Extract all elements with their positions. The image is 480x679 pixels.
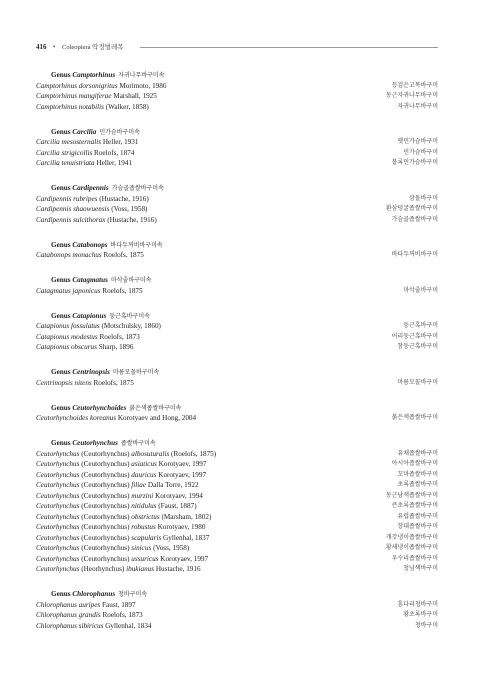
species-author: Heller, 1941	[96, 159, 133, 167]
species-name: Camptorhinus mangiferae	[36, 92, 112, 100]
species-row	[36, 286, 438, 297]
genus-label: Genus	[51, 368, 71, 376]
species-author: Faust, 1897	[102, 600, 136, 609]
genus-heading	[36, 438, 438, 449]
scientific-name	[36, 250, 144, 261]
species-author: Roelofs, 1875	[102, 286, 143, 295]
genus-name: Centrinopsis	[72, 368, 110, 376]
genus-korean-name: 붉은색좁쌀바구미속	[129, 404, 182, 412]
scientific-name	[36, 81, 166, 92]
scientific-name	[36, 321, 161, 332]
subgenus-name: (Ceutorhynchus)	[81, 449, 130, 458]
scientific-name	[36, 512, 211, 523]
species-epithet: sinicus	[131, 544, 152, 552]
species-name: Carcilia mesosternalis	[36, 138, 102, 146]
species-author: Korotyaev, 1994	[155, 491, 203, 500]
species-korean-name: 청바구미	[414, 621, 438, 629]
species-korean-name: 환삼덩굴좁쌀바구미	[385, 205, 438, 212]
species-korean-name: 어리둥근혹바구미	[391, 332, 438, 340]
scientific-name	[36, 148, 134, 159]
header-rule	[140, 47, 438, 48]
species-korean-name: 등검은고목바구미	[391, 81, 438, 89]
subgenus-name: (Ceutorhynchus)	[81, 502, 130, 510]
species-korean-name: 황새냉이좁쌀바구미	[385, 544, 438, 551]
genus-heading	[36, 311, 438, 322]
species-author: Roelofs, 1873	[102, 611, 143, 619]
species-row	[36, 91, 438, 102]
species-name: Ceutorhynchus	[36, 481, 80, 489]
scientific-name	[36, 610, 143, 621]
running-title: Coleoptera 딱정벌레목	[62, 44, 124, 51]
species-name: Ceutorhynchus	[36, 565, 80, 573]
species-name: Chlorophanus sibiricus	[36, 621, 104, 630]
genus-heading	[36, 240, 438, 251]
species-row	[36, 501, 438, 512]
species-epithet: obstrictus	[131, 512, 160, 521]
species-author: (Hustache, 1916)	[99, 194, 149, 203]
species-korean-name: 흥다리청바구미	[397, 600, 438, 608]
species-korean-name: 동근자귀나무바구미	[385, 92, 438, 99]
species-author: Korotyaev and Hong, 2004	[117, 414, 197, 422]
species-row	[36, 137, 438, 148]
species-author: Korotyaev, 1980	[157, 523, 206, 531]
species-name: Catapionus modestus	[36, 332, 98, 341]
genus-korean-name: 바다두꺼비바구미속	[110, 241, 163, 249]
genus-name: Ceutorhynchoides	[72, 403, 127, 412]
species-name: Chlorophanus grandis	[36, 611, 101, 619]
page-header	[36, 43, 438, 55]
subgenus-name: (Ceutorhynchus)	[81, 512, 130, 521]
genus-label: Genus	[51, 184, 71, 192]
genus-name: Carcilia	[72, 127, 97, 136]
species-author: Korotyaev, 1997	[158, 470, 207, 479]
species-name: Ceutorhynchus	[36, 502, 80, 510]
genus-korean-name: 좁쌀바구미속	[120, 440, 156, 447]
species-name: Carcilia strigicollis	[36, 148, 93, 157]
species-name: Catapionus obscurus	[36, 343, 97, 351]
subgenus-name: (Ceutorhynchus)	[81, 470, 130, 479]
species-row	[36, 215, 438, 226]
scientific-name	[36, 215, 157, 226]
genus-korean-name: 둥근혹바구미속	[109, 312, 150, 320]
species-author: (Hustache, 1916)	[107, 215, 157, 224]
species-korean-name: 우수리좁쌀바구미	[391, 554, 438, 562]
species-row	[36, 470, 438, 481]
genus-label: Genus	[51, 127, 71, 136]
species-author: (Roelofs, 1875)	[171, 449, 217, 458]
species-row	[36, 158, 438, 169]
species-name: Ceutorhynchus	[36, 470, 80, 479]
scientific-name	[36, 522, 205, 533]
species-korean-name: 참둥근혹바구미	[397, 343, 438, 350]
species-korean-name: 마름모꼴바구미	[397, 378, 438, 386]
species-epithet: robustus	[131, 523, 156, 531]
species-epithet: nitidulus	[131, 502, 157, 510]
species-epithet: ussuricus	[131, 554, 159, 563]
species-row	[36, 491, 438, 502]
genus-label: Genus	[51, 240, 71, 249]
species-row	[36, 522, 438, 533]
species-epithet: albosuturalis	[131, 449, 170, 458]
species-row	[36, 250, 438, 261]
scientific-name	[36, 543, 189, 554]
species-korean-name: 바다두꺼비바구미	[391, 251, 438, 258]
genus-heading	[36, 70, 438, 81]
species-name: Ceutorhynchus	[36, 533, 80, 542]
subgenus-name: (Ceutorhynchus)	[81, 460, 130, 468]
species-author: Korotyaev, 1997	[160, 554, 209, 563]
species-epithet: asiaticus	[131, 460, 157, 468]
scientific-name	[36, 533, 209, 544]
genus-label: Genus	[51, 71, 71, 79]
subgenus-name: (Heorhynchus)	[81, 565, 125, 573]
species-korean-name: 둥근혹바구미	[403, 322, 438, 329]
species-author: Hustache, 1916	[155, 565, 201, 573]
species-name: Chlorophanus auripes	[36, 600, 101, 609]
species-row	[36, 413, 438, 424]
subgenus-name: (Ceutorhynchus)	[81, 554, 130, 563]
scientific-name	[36, 286, 143, 297]
genus-korean-name: 마름모꼴바구미속	[112, 369, 160, 376]
species-author: Roelofs, 1875	[93, 378, 134, 387]
species-row	[36, 554, 438, 565]
species-korean-name: 민가슴바구미	[403, 148, 438, 156]
genus-korean-name: 마삭줄바구미속	[110, 277, 152, 284]
subgenus-name: (Ceutorhynchus)	[81, 481, 130, 489]
species-author: (Faust, 1887)	[158, 502, 197, 510]
species-name: Carcilia tenuistriata	[36, 159, 95, 167]
species-korean-name: 큰초록좁쌀바구미	[391, 502, 438, 509]
species-author: Gyllenhal, 1834	[105, 621, 152, 630]
species-korean-name: 동근남색좁쌀바구미	[385, 491, 438, 499]
species-name: Camptorhinus dorsonigritus	[36, 81, 118, 90]
species-author: Morimoto, 1986	[119, 81, 167, 90]
species-epithet: scapularis	[131, 533, 162, 542]
species-author: (Voss, 1958)	[153, 544, 190, 552]
genus-name: Catabonops	[72, 240, 108, 249]
species-name: Ceutorhynchus	[36, 544, 80, 552]
species-row	[36, 480, 438, 491]
species-epithet: murzini	[131, 491, 154, 500]
species-author: Heller, 1931	[102, 138, 139, 146]
species-korean-name: 붉은색좁쌀바구미	[391, 414, 438, 421]
genus-name: Camptorhinus	[72, 71, 116, 79]
species-name: Ceutorhynchus	[36, 554, 80, 563]
species-row	[36, 564, 438, 575]
genus-korean-name: 민가슴바구미속	[99, 128, 140, 136]
scientific-name	[36, 600, 136, 611]
species-row	[36, 543, 438, 554]
page-number: 416	[36, 43, 47, 51]
scientific-name	[36, 413, 196, 424]
species-row	[36, 378, 438, 389]
scientific-name	[36, 342, 133, 353]
species-korean-name: 아시아좁쌀바구미	[391, 460, 438, 467]
species-list	[36, 70, 438, 631]
species-name: Catapionus fossulatus	[36, 322, 100, 330]
subgenus-name: (Ceutorhynchus)	[81, 523, 130, 531]
species-row	[36, 102, 438, 113]
genus-label: Genus	[51, 439, 71, 447]
scientific-name	[36, 204, 147, 215]
genus-label: Genus	[51, 590, 71, 598]
genus-name: Cardipennis	[72, 184, 109, 192]
header-bullet: •	[53, 43, 56, 51]
species-author: Roelofs, 1874	[94, 148, 135, 157]
species-row	[36, 148, 438, 159]
species-row	[36, 459, 438, 470]
species-author: Gyllenhal, 1837	[163, 533, 210, 542]
scientific-name	[36, 91, 157, 102]
species-korean-name: 마삭줄바구미	[403, 286, 438, 294]
scientific-name	[36, 102, 149, 113]
species-name: Ceutorhynchus	[36, 491, 80, 500]
scientific-name	[36, 194, 149, 205]
species-row	[36, 332, 438, 343]
species-name: Cardipennis sulcithorax	[36, 215, 106, 224]
scientific-name	[36, 554, 208, 565]
species-name: Ceutorhynchus	[36, 449, 80, 458]
species-row	[36, 533, 438, 544]
species-name: Cardipennis shaowuensis	[36, 205, 110, 213]
species-epithet: filiae	[131, 481, 147, 489]
genus-heading	[36, 275, 438, 286]
species-row	[36, 600, 438, 611]
genus-heading	[36, 183, 438, 194]
species-name: Ceutorhynchus	[36, 460, 80, 468]
species-author: (Walker, 1858)	[105, 102, 149, 111]
scientific-name	[36, 480, 199, 491]
species-author: Roelofs, 1873	[99, 332, 140, 341]
genus-name: Chlorophanus	[72, 590, 116, 598]
species-name: Centrinopsis nitens	[36, 378, 92, 387]
species-name: Catabonops monachus	[36, 251, 102, 259]
scientific-name	[36, 378, 134, 389]
species-row	[36, 321, 438, 332]
scientific-name	[36, 470, 206, 481]
scientific-name	[36, 158, 132, 169]
scientific-name	[36, 137, 138, 148]
species-row	[36, 621, 438, 632]
species-korean-name: 자귀나무바구미	[397, 102, 438, 110]
scientific-name	[36, 501, 197, 512]
species-name: Ceutorhynchus	[36, 512, 80, 521]
species-author: Korotyaev, 1997	[158, 460, 207, 468]
species-korean-name: 유럽좁쌀바구미	[397, 512, 438, 520]
genus-heading	[36, 127, 438, 138]
species-name: Camptorhinus notabilis	[36, 102, 104, 111]
genus-heading	[36, 403, 438, 414]
genus-name: Ceutorhynchus	[72, 439, 118, 447]
genus-name: Catagmatus	[72, 276, 108, 284]
species-name: Cardipennis rubripes	[36, 194, 98, 203]
species-row	[36, 81, 438, 92]
species-author: (Motschulsky, 1860)	[101, 322, 161, 330]
genus-label: Genus	[51, 276, 71, 284]
scientific-name	[36, 332, 140, 343]
species-name: Ceutorhynchus	[36, 523, 80, 531]
species-korean-name: 꼬마좁쌀바구미	[397, 470, 438, 478]
scientific-name	[36, 449, 216, 460]
species-korean-name: 초록좁쌀바구미	[397, 481, 438, 488]
species-row	[36, 610, 438, 621]
species-row	[36, 204, 438, 215]
genus-korean-name: 가슴골좁쌀바구미속	[111, 185, 164, 192]
species-author: Roelofs, 1875	[103, 251, 144, 259]
species-author: (Voss, 1958)	[111, 205, 148, 213]
species-korean-name: 황초록바구미	[403, 611, 438, 618]
species-author: Sharp, 1896	[98, 343, 134, 351]
species-name: Catagmatus japonicus	[36, 286, 101, 295]
subgenus-name: (Ceutorhynchus)	[81, 533, 130, 542]
genus-label: Genus	[51, 403, 71, 412]
species-row	[36, 449, 438, 460]
scientific-name	[36, 491, 203, 502]
scientific-name	[36, 459, 207, 470]
species-korean-name: 유채좁쌀바구미	[397, 449, 438, 457]
species-korean-name: 삼돌바구미	[409, 194, 438, 202]
genus-name: Catapionus	[72, 311, 107, 320]
species-korean-name: 장대좁쌀바구미	[397, 523, 438, 530]
species-row	[36, 342, 438, 353]
genus-korean-name: 자귀나무바구미속	[118, 72, 165, 79]
genus-korean-name: 청바구미속	[118, 591, 148, 598]
species-korean-name: 가슴골좁쌀바구미	[391, 215, 438, 223]
species-korean-name: 개갓냉이좁쌀바구미	[385, 533, 438, 541]
genus-label: Genus	[51, 311, 71, 320]
species-name: Ceutorhynchoides koreanus	[36, 414, 117, 422]
species-korean-name: 옛민가슴바구미	[397, 138, 438, 145]
species-row	[36, 194, 438, 205]
species-author: Dalla Torre, 1922	[147, 481, 199, 489]
species-row	[36, 512, 438, 523]
species-epithet: ibukianus	[126, 565, 155, 573]
scientific-name	[36, 621, 152, 632]
species-korean-name: 볼록민가슴바구미	[391, 159, 438, 166]
genus-heading	[36, 589, 438, 600]
subgenus-name: (Ceutorhynchus)	[81, 544, 130, 552]
scientific-name	[36, 564, 201, 575]
species-epithet: dauricus	[131, 470, 157, 479]
genus-heading	[36, 367, 438, 378]
species-author: (Marsham, 1802)	[161, 512, 212, 521]
species-author: Marshall, 1925	[113, 92, 157, 100]
subgenus-name: (Ceutorhynchus)	[81, 491, 130, 500]
species-korean-name: 청남색바구미	[403, 565, 438, 572]
